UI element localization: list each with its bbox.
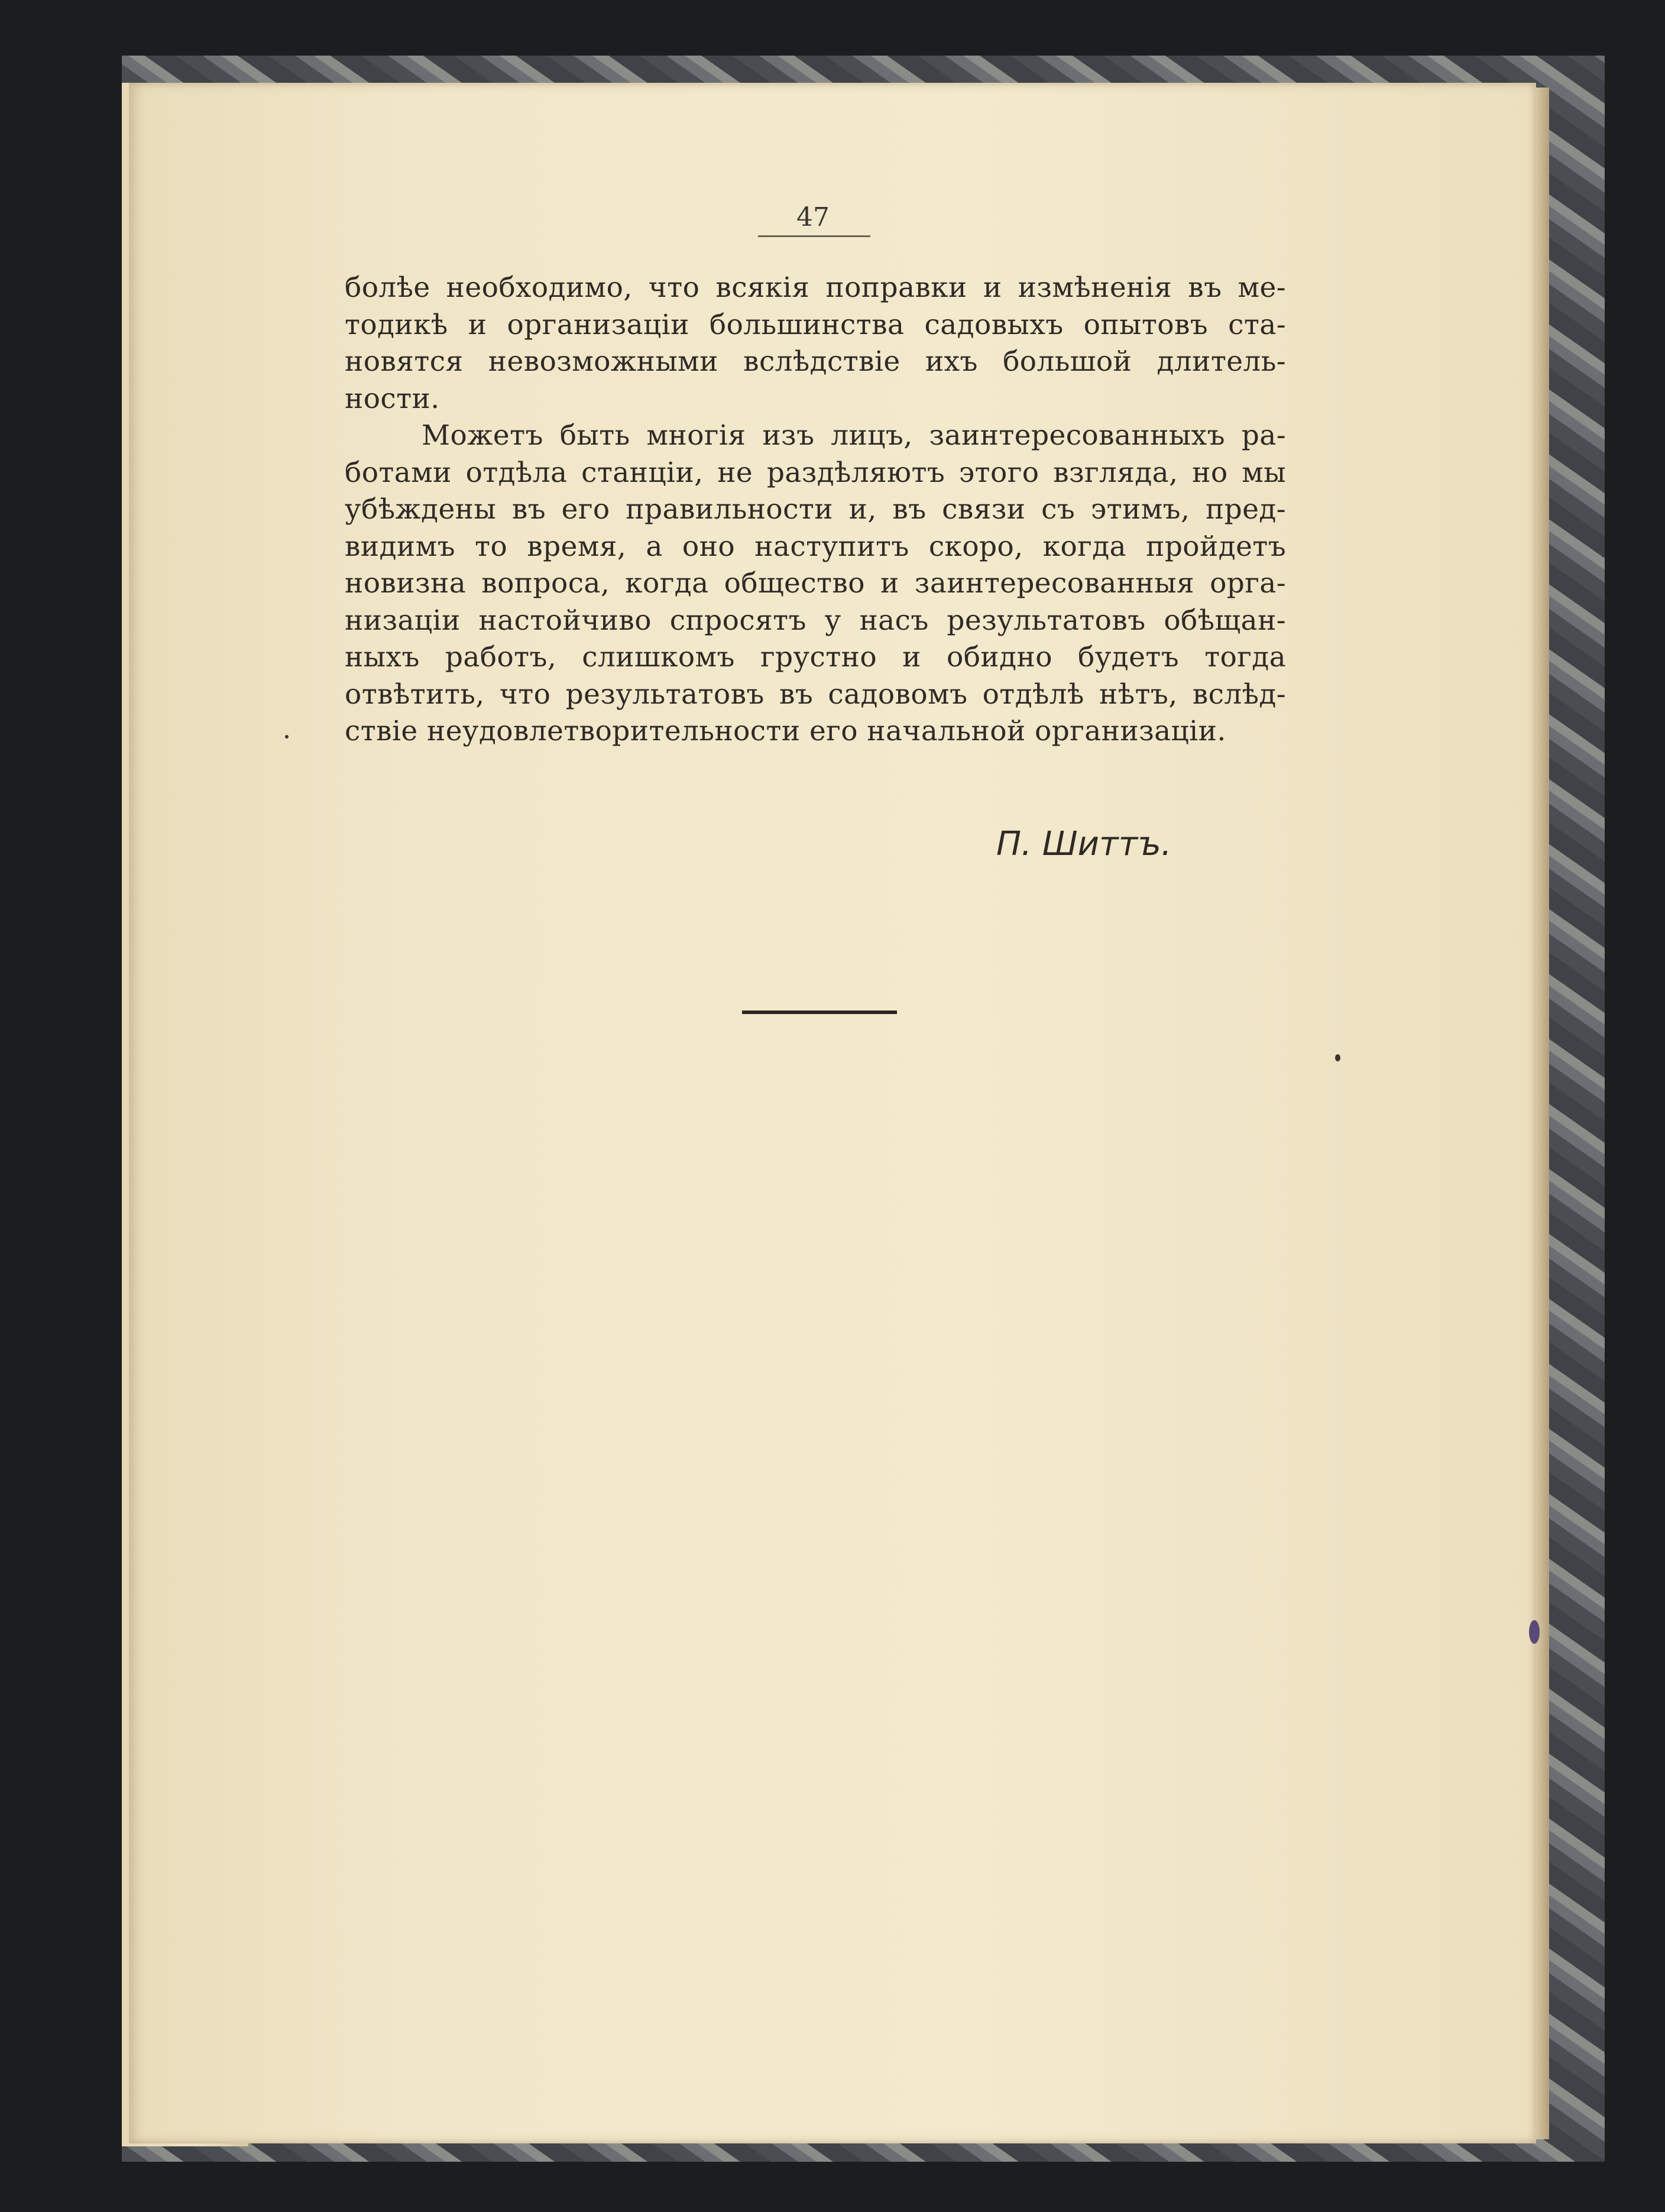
page-number-rule	[758, 235, 870, 237]
text-line: отвѣтить, что результатовъ въ садовомъ отдѣлѣ нѣтъ, вслѣд-	[345, 678, 1286, 711]
text-line: низаціи настойчиво спросятъ у насъ результатовъ обѣщан-	[345, 604, 1286, 637]
paper-speck	[285, 735, 289, 739]
text-line: убѣждены въ его правильности и, въ связи съ этимъ, пред-	[345, 493, 1286, 526]
text-line: ствіе неудовлетворительности его начальной организаціи.	[345, 715, 1226, 747]
text-line: новятся невозможными вслѣдствіе ихъ большой длитель-	[345, 345, 1286, 378]
page-fore-edge	[1536, 88, 1549, 2139]
text-line: ботами отдѣла станціи, не раздѣляютъ этого взгляда, но мы	[345, 456, 1286, 489]
text-line: видимъ то время, а оно наступитъ скоро, когда пройдетъ	[345, 530, 1286, 563]
text-line: тодикѣ и организаціи большинства садовыхъ опытовъ ста-	[345, 308, 1286, 341]
text-line: новизна вопроса, когда общество и заинтересованныя орга-	[345, 567, 1286, 600]
ink-blot	[1529, 1620, 1540, 1644]
text-line: Можетъ быть многія изъ лицъ, заинтересованныхъ ра-	[422, 419, 1286, 452]
author-signature: П. Шиттъ.	[996, 825, 1172, 863]
text-line: ности.	[345, 382, 440, 415]
text-line: ныхъ работъ, слишкомъ грустно и обидно будетъ тогда	[345, 641, 1286, 673]
end-rule	[742, 1011, 897, 1014]
body-text	[345, 270, 1286, 750]
page-number: 47	[796, 202, 830, 232]
paper-speck	[1335, 1054, 1340, 1061]
text-line: болѣе необходимо, что всякія поправки и измѣненія въ ме-	[345, 271, 1286, 304]
